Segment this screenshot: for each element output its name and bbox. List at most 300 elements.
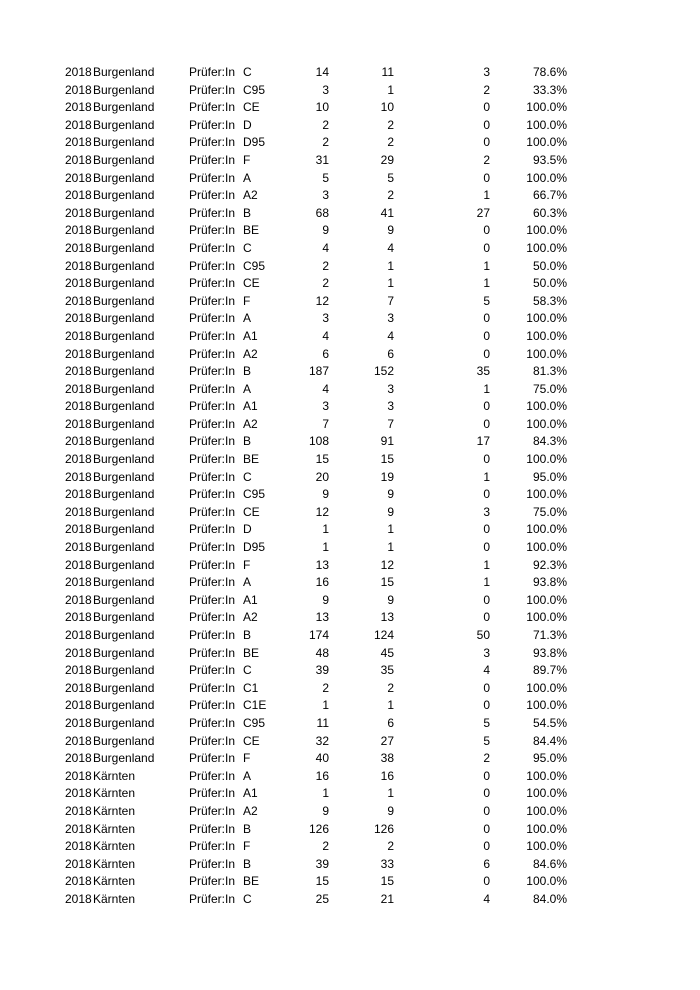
license-class-cell: A — [243, 170, 252, 185]
role-cell: Prüfer:In — [189, 311, 236, 326]
license-class-cell: A2 — [243, 416, 258, 431]
role-cell: Prüfer:In — [189, 416, 236, 431]
pass-rate-cell: 100.0% — [526, 399, 567, 414]
license-class-cell: CE — [243, 504, 260, 519]
role-cell: Prüfer:In — [189, 680, 236, 695]
failed-count-cell: 50 — [476, 628, 490, 642]
license-class-cell: BE — [243, 452, 260, 467]
passed-count-cell: 38 — [380, 751, 394, 766]
license-class-cell: D95 — [243, 135, 266, 150]
license-class-cell: C — [243, 891, 252, 906]
region-cell: Burgenland — [93, 100, 155, 115]
failed-count-cell: 1 — [483, 258, 490, 273]
total-count-cell: 39 — [315, 856, 329, 871]
passed-count-cell: 9 — [387, 592, 394, 607]
total-count-cell: 2 — [322, 276, 329, 291]
role-cell: Prüfer:In — [189, 628, 236, 642]
role-cell: Prüfer:In — [189, 346, 236, 361]
region-cell: Kärnten — [93, 821, 136, 836]
pass-rate-cell: 100.0% — [526, 610, 567, 625]
region-cell: Burgenland — [93, 557, 155, 572]
license-class-cell: A — [243, 575, 252, 590]
region-cell: Kärnten — [93, 874, 136, 889]
total-count-cell: 4 — [322, 381, 329, 396]
role-cell: Prüfer:In — [189, 434, 236, 449]
role-cell: Prüfer:In — [189, 874, 236, 889]
license-class-cell: CE — [243, 733, 260, 748]
passed-count-cell: 41 — [380, 205, 394, 220]
total-count-cell: 9 — [322, 803, 329, 818]
role-cell: Prüfer:In — [189, 364, 236, 379]
license-class-cell: A1 — [243, 328, 258, 343]
passed-count-cell: 13 — [380, 610, 394, 625]
passed-count-cell: 19 — [380, 469, 394, 484]
pass-rate-cell: 33.3% — [532, 82, 567, 97]
pass-rate-cell: 100.0% — [526, 100, 567, 115]
license-class-cell: C — [243, 240, 252, 255]
passed-count-cell: 15 — [380, 874, 394, 889]
license-class-cell: F — [243, 839, 251, 854]
role-cell: Prüfer:In — [189, 504, 236, 519]
pass-rate-cell: 95.0% — [532, 469, 567, 484]
total-count-cell: 7 — [322, 416, 329, 431]
total-count-cell: 187 — [308, 364, 329, 379]
failed-count-cell: 1 — [483, 557, 490, 572]
total-count-cell: 15 — [315, 874, 329, 889]
region-cell: Burgenland — [93, 293, 155, 308]
year-cell: 2018 — [65, 715, 92, 730]
failed-count-cell: 2 — [483, 82, 490, 97]
passed-count-cell: 9 — [387, 803, 394, 818]
pass-rate-cell: 81.3% — [532, 364, 567, 379]
failed-count-cell: 0 — [483, 100, 490, 115]
year-cell: 2018 — [65, 258, 92, 273]
pass-rate-cell: 84.6% — [532, 856, 567, 871]
license-class-cell: BE — [243, 223, 260, 238]
failed-count-cell: 0 — [483, 680, 490, 695]
failed-count-cell: 1 — [483, 575, 490, 590]
role-cell: Prüfer:In — [189, 452, 236, 467]
role-cell: Prüfer:In — [189, 205, 236, 220]
role-cell: Prüfer:In — [189, 469, 236, 484]
passed-count-cell: 5 — [387, 170, 394, 185]
role-cell: Prüfer:In — [189, 399, 236, 414]
pass-rate-cell: 100.0% — [526, 223, 567, 238]
region-cell: Burgenland — [93, 540, 155, 555]
license-class-cell: A2 — [243, 610, 258, 625]
pass-rate-cell: 93.8% — [532, 575, 567, 590]
passed-count-cell: 2 — [387, 680, 394, 695]
passed-count-cell: 126 — [373, 821, 394, 836]
region-cell: Kärnten — [93, 768, 136, 783]
year-cell: 2018 — [65, 487, 92, 502]
total-count-cell: 2 — [322, 839, 329, 854]
region-cell: Burgenland — [93, 434, 155, 449]
license-class-cell: D — [243, 522, 252, 537]
failed-count-cell: 0 — [483, 135, 490, 150]
license-class-cell: A2 — [243, 346, 258, 361]
pass-rate-cell: 75.0% — [532, 504, 567, 519]
role-cell: Prüfer:In — [189, 891, 236, 906]
failed-count-cell: 0 — [483, 522, 490, 537]
role-cell: Prüfer:In — [189, 645, 236, 660]
total-count-cell: 10 — [315, 100, 329, 115]
passed-count-cell: 6 — [387, 346, 394, 361]
region-cell: Burgenland — [93, 610, 155, 625]
year-cell: 2018 — [65, 821, 92, 836]
pass-rate-cell: 75.0% — [532, 381, 567, 396]
passed-count-cell: 3 — [387, 381, 394, 396]
year-cell: 2018 — [65, 469, 92, 484]
total-count-cell: 6 — [322, 346, 329, 361]
total-count-cell: 2 — [322, 680, 329, 695]
role-cell: Prüfer:In — [189, 170, 236, 185]
failed-count-cell: 0 — [483, 117, 490, 132]
role-cell: Prüfer:In — [189, 117, 236, 132]
passed-count-cell: 9 — [387, 504, 394, 519]
total-count-cell: 3 — [322, 188, 329, 203]
failed-count-cell: 3 — [483, 65, 490, 79]
failed-count-cell: 6 — [483, 856, 490, 871]
region-cell: Kärnten — [93, 803, 136, 818]
failed-count-cell: 5 — [483, 715, 490, 730]
failed-count-cell: 0 — [483, 803, 490, 818]
license-class-cell: B — [243, 364, 252, 379]
passed-count-cell: 27 — [380, 733, 394, 748]
total-count-cell: 14 — [315, 65, 329, 79]
total-count-cell: 2 — [322, 117, 329, 132]
total-count-cell: 25 — [315, 891, 329, 906]
total-count-cell: 32 — [315, 733, 329, 748]
failed-count-cell: 27 — [476, 205, 490, 220]
role-cell: Prüfer:In — [189, 751, 236, 766]
pass-rate-cell: 78.6% — [532, 65, 567, 79]
passed-count-cell: 1 — [387, 540, 394, 555]
license-class-cell: C95 — [243, 715, 266, 730]
region-cell: Burgenland — [93, 592, 155, 607]
license-class-cell: C95 — [243, 82, 266, 97]
license-class-cell: D95 — [243, 540, 266, 555]
license-class-cell: F — [243, 557, 251, 572]
license-class-cell: D — [243, 117, 252, 132]
role-cell: Prüfer:In — [189, 65, 236, 79]
role-cell: Prüfer:In — [189, 135, 236, 150]
total-count-cell: 40 — [315, 751, 329, 766]
passed-count-cell: 15 — [380, 575, 394, 590]
failed-count-cell: 0 — [483, 452, 490, 467]
passed-count-cell: 1 — [387, 258, 394, 273]
region-cell: Burgenland — [93, 416, 155, 431]
region-cell: Burgenland — [93, 645, 155, 660]
license-class-cell: A2 — [243, 803, 258, 818]
passed-count-cell: 2 — [387, 188, 394, 203]
passed-count-cell: 1 — [387, 82, 394, 97]
pass-rate-cell: 66.7% — [532, 188, 567, 203]
failed-count-cell: 3 — [483, 645, 490, 660]
license-class-cell: A — [243, 768, 252, 783]
total-count-cell: 15 — [315, 452, 329, 467]
year-cell: 2018 — [65, 891, 92, 906]
passed-count-cell: 1 — [387, 522, 394, 537]
license-class-cell: A1 — [243, 399, 258, 414]
failed-count-cell: 0 — [483, 540, 490, 555]
total-count-cell: 5 — [322, 170, 329, 185]
year-cell: 2018 — [65, 82, 92, 97]
region-cell: Kärnten — [93, 856, 136, 871]
role-cell: Prüfer:In — [189, 733, 236, 748]
region-cell: Kärnten — [93, 839, 136, 854]
passed-count-cell: 152 — [373, 364, 394, 379]
year-cell: 2018 — [65, 117, 92, 132]
failed-count-cell: 1 — [483, 188, 490, 203]
pass-rate-cell: 100.0% — [526, 311, 567, 326]
region-cell: Burgenland — [93, 381, 155, 396]
failed-count-cell: 0 — [483, 839, 490, 854]
role-cell: Prüfer:In — [189, 715, 236, 730]
pass-rate-cell: 100.0% — [526, 680, 567, 695]
role-cell: Prüfer:In — [189, 258, 236, 273]
role-cell: Prüfer:In — [189, 328, 236, 343]
year-cell: 2018 — [65, 346, 92, 361]
total-count-cell: 39 — [315, 663, 329, 678]
role-cell: Prüfer:In — [189, 487, 236, 502]
year-cell: 2018 — [65, 540, 92, 555]
passed-count-cell: 10 — [380, 100, 394, 115]
failed-count-cell: 0 — [483, 223, 490, 238]
pass-rate-cell: 100.0% — [526, 803, 567, 818]
pass-rate-cell: 100.0% — [526, 698, 567, 713]
passed-count-cell: 124 — [373, 628, 394, 642]
license-class-cell: A2 — [243, 188, 258, 203]
region-cell: Burgenland — [93, 82, 155, 97]
passed-count-cell: 9 — [387, 223, 394, 238]
license-class-cell: A1 — [243, 786, 258, 801]
region-cell: Burgenland — [93, 346, 155, 361]
pass-rate-cell: 93.8% — [532, 645, 567, 660]
failed-count-cell: 4 — [483, 891, 490, 906]
total-count-cell: 13 — [315, 557, 329, 572]
failed-count-cell: 17 — [476, 434, 490, 449]
year-cell: 2018 — [65, 663, 92, 678]
total-count-cell: 2 — [322, 258, 329, 273]
year-cell: 2018 — [65, 293, 92, 308]
total-count-cell: 3 — [322, 82, 329, 97]
region-cell: Burgenland — [93, 170, 155, 185]
region-cell: Burgenland — [93, 522, 155, 537]
failed-count-cell: 1 — [483, 276, 490, 291]
failed-count-cell: 4 — [483, 663, 490, 678]
region-cell: Burgenland — [93, 680, 155, 695]
pass-rate-cell: 100.0% — [526, 117, 567, 132]
year-cell: 2018 — [65, 839, 92, 854]
pass-rate-cell: 84.0% — [532, 891, 567, 906]
year-cell: 2018 — [65, 874, 92, 889]
pass-rate-cell: 100.0% — [526, 874, 567, 889]
year-cell: 2018 — [65, 698, 92, 713]
license-class-cell: B — [243, 434, 252, 449]
failed-count-cell: 5 — [483, 733, 490, 748]
license-class-cell: CE — [243, 276, 260, 291]
pass-rate-cell: 100.0% — [526, 346, 567, 361]
year-cell: 2018 — [65, 399, 92, 414]
license-class-cell: C — [243, 469, 252, 484]
region-cell: Burgenland — [93, 328, 155, 343]
total-count-cell: 174 — [308, 628, 329, 642]
year-cell: 2018 — [65, 452, 92, 467]
year-cell: 2018 — [65, 592, 92, 607]
license-class-cell: B — [243, 856, 252, 871]
region-cell: Burgenland — [93, 240, 155, 255]
year-cell: 2018 — [65, 803, 92, 818]
year-cell: 2018 — [65, 381, 92, 396]
license-class-cell: B — [243, 628, 252, 642]
role-cell: Prüfer:In — [189, 276, 236, 291]
pass-rate-cell: 100.0% — [526, 839, 567, 854]
region-cell: Burgenland — [93, 487, 155, 502]
total-count-cell: 9 — [322, 592, 329, 607]
region-cell: Burgenland — [93, 117, 155, 132]
region-cell: Burgenland — [93, 311, 155, 326]
role-cell: Prüfer:In — [189, 821, 236, 836]
failed-count-cell: 35 — [476, 364, 490, 379]
total-count-cell: 126 — [308, 821, 329, 836]
license-class-cell: C1 — [243, 680, 259, 695]
pass-rate-cell: 100.0% — [526, 240, 567, 255]
region-cell: Burgenland — [93, 205, 155, 220]
failed-count-cell: 0 — [483, 399, 490, 414]
total-count-cell: 1 — [322, 786, 329, 801]
license-class-cell: A — [243, 381, 252, 396]
total-count-cell: 4 — [322, 328, 329, 343]
pass-rate-cell: 50.0% — [532, 258, 567, 273]
role-cell: Prüfer:In — [189, 592, 236, 607]
failed-count-cell: 0 — [483, 698, 490, 713]
failed-count-cell: 0 — [483, 487, 490, 502]
role-cell: Prüfer:In — [189, 839, 236, 854]
failed-count-cell: 0 — [483, 416, 490, 431]
license-class-cell: F — [243, 152, 251, 167]
pass-rate-cell: 93.5% — [532, 152, 567, 167]
role-cell: Prüfer:In — [189, 663, 236, 678]
role-cell: Prüfer:In — [189, 188, 236, 203]
failed-count-cell: 1 — [483, 469, 490, 484]
year-cell: 2018 — [65, 504, 92, 519]
role-cell: Prüfer:In — [189, 575, 236, 590]
pass-rate-cell: 54.5% — [532, 715, 567, 730]
total-count-cell: 3 — [322, 311, 329, 326]
passed-count-cell: 12 — [380, 557, 394, 572]
license-class-cell: C1E — [243, 698, 267, 713]
passed-count-cell: 11 — [381, 65, 394, 79]
year-cell: 2018 — [65, 328, 92, 343]
region-cell: Burgenland — [93, 751, 155, 766]
total-count-cell: 9 — [322, 223, 329, 238]
region-cell: Burgenland — [93, 504, 155, 519]
region-cell: Burgenland — [93, 65, 155, 79]
total-count-cell: 68 — [315, 205, 329, 220]
failed-count-cell: 2 — [483, 751, 490, 766]
pass-rate-cell: 71.3% — [532, 628, 567, 642]
region-cell: Burgenland — [93, 276, 155, 291]
total-count-cell: 4 — [322, 240, 329, 255]
passed-count-cell: 2 — [387, 117, 394, 132]
total-count-cell: 1 — [322, 698, 329, 713]
total-count-cell: 1 — [322, 522, 329, 537]
pass-rate-cell: 100.0% — [526, 821, 567, 836]
region-cell: Burgenland — [93, 399, 155, 414]
year-cell: 2018 — [65, 170, 92, 185]
passed-count-cell: 6 — [387, 715, 394, 730]
year-cell: 2018 — [65, 135, 92, 150]
region-cell: Burgenland — [93, 188, 155, 203]
failed-count-cell: 0 — [483, 346, 490, 361]
license-class-cell: F — [243, 751, 251, 766]
role-cell: Prüfer:In — [189, 540, 236, 555]
failed-count-cell: 0 — [483, 610, 490, 625]
passed-count-cell: 9 — [387, 487, 394, 502]
pass-rate-cell: 95.0% — [532, 751, 567, 766]
pass-rate-cell: 92.3% — [532, 557, 567, 572]
passed-count-cell: 16 — [380, 768, 394, 783]
year-cell: 2018 — [65, 856, 92, 871]
passed-count-cell: 4 — [387, 240, 394, 255]
passed-count-cell: 7 — [387, 416, 394, 431]
year-cell: 2018 — [65, 575, 92, 590]
region-cell: Burgenland — [93, 698, 155, 713]
passed-count-cell: 3 — [387, 311, 394, 326]
pass-rate-cell: 100.0% — [526, 768, 567, 783]
year-cell: 2018 — [65, 786, 92, 801]
pass-rate-cell: 100.0% — [526, 170, 567, 185]
failed-count-cell: 3 — [483, 504, 490, 519]
total-count-cell: 11 — [316, 715, 329, 730]
region-cell: Kärnten — [93, 786, 136, 801]
role-cell: Prüfer:In — [189, 82, 236, 97]
total-count-cell: 1 — [322, 540, 329, 555]
role-cell: Prüfer:In — [189, 856, 236, 871]
failed-count-cell: 0 — [483, 874, 490, 889]
total-count-cell: 31 — [315, 152, 329, 167]
pass-rate-cell: 100.0% — [526, 540, 567, 555]
license-class-cell: BE — [243, 645, 260, 660]
role-cell: Prüfer:In — [189, 293, 236, 308]
failed-count-cell: 1 — [483, 381, 490, 396]
year-cell: 2018 — [65, 434, 92, 449]
pass-rate-cell: 89.7% — [532, 663, 567, 678]
failed-count-cell: 0 — [483, 768, 490, 783]
year-cell: 2018 — [65, 733, 92, 748]
passed-count-cell: 1 — [387, 786, 394, 801]
failed-count-cell: 0 — [483, 240, 490, 255]
year-cell: 2018 — [65, 416, 92, 431]
passed-count-cell: 35 — [380, 663, 394, 678]
region-cell: Burgenland — [93, 452, 155, 467]
passed-count-cell: 33 — [380, 856, 394, 871]
role-cell: Prüfer:In — [189, 100, 236, 115]
role-cell: Prüfer:In — [189, 223, 236, 238]
passed-count-cell: 3 — [387, 399, 394, 414]
year-cell: 2018 — [65, 557, 92, 572]
region-cell: Burgenland — [93, 364, 155, 379]
failed-count-cell: 0 — [483, 311, 490, 326]
year-cell: 2018 — [65, 205, 92, 220]
pass-rate-cell: 60.3% — [532, 205, 567, 220]
failed-count-cell: 5 — [483, 293, 490, 308]
year-cell: 2018 — [65, 152, 92, 167]
license-class-cell: C — [243, 663, 252, 678]
failed-count-cell: 0 — [483, 592, 490, 607]
year-cell: 2018 — [65, 751, 92, 766]
